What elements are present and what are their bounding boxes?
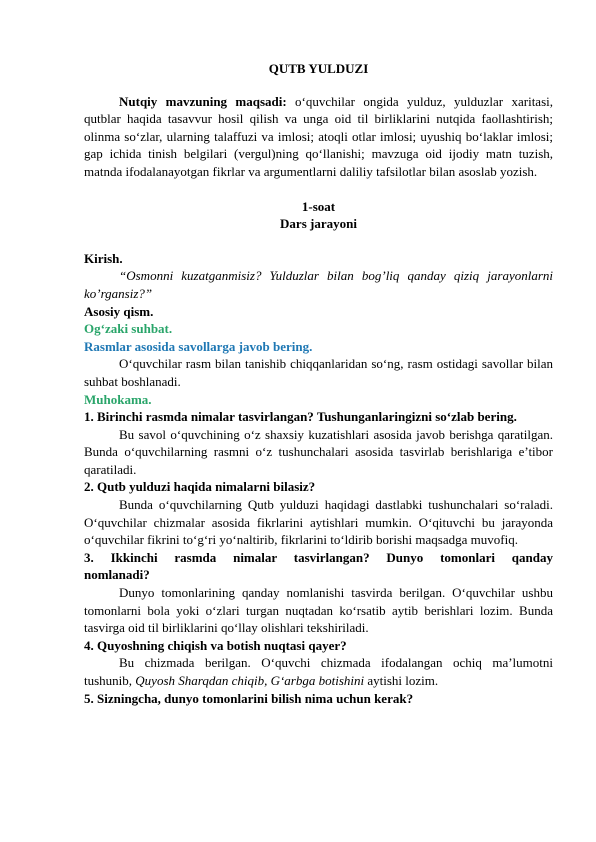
process-heading: Dars jarayoni bbox=[280, 216, 357, 232]
question-1: 1. Birinchi rasmda nimalar tasvirlangan? Tushunganlaringizni so‘zlab bering. bbox=[84, 409, 517, 425]
session-heading: 1-soat bbox=[301, 198, 336, 214]
intro-label: Kirish. bbox=[84, 250, 123, 266]
pictures-text: O‘quvchilar rasm bilan tanishib chiqqanlaridan so‘ng, rasm ostidagi savollar bilan suhbat boshlanadi. bbox=[84, 356, 553, 389]
oral-conversation-label: Og‘zaki suhbat. bbox=[84, 321, 173, 337]
intro-quote: “Osmonni kuzatganmisiz? Yulduzlar bilan bog’liq qanday qiziq jarayonlarni ko’rgansiz?” bbox=[84, 268, 553, 301]
document-title: QUTB YULDUZI bbox=[268, 61, 369, 76]
answer-3: Dunyo tomonlarining qanday nomlanishi tasvirda berilgan. O‘quvchilar ushbu tomonlarni bola yoki o‘zlari turgan nuqtadan ko‘rsatib aytib berishlari lozim. Bunda tasvirga oid til birliklarini qo‘llay olishlari tekshiriladi. bbox=[84, 585, 553, 636]
answer-4-end: aytishi lozim. bbox=[364, 673, 439, 688]
spacer bbox=[84, 233, 553, 250]
question-2: 2. Qutb yulduzi haqida nimalarni bilasiz? bbox=[84, 479, 316, 495]
document-page bbox=[84, 60, 553, 707]
goal-paragraph bbox=[84, 93, 553, 181]
discussion-label: Muhokama. bbox=[84, 391, 152, 407]
main-part-label: Asosiy qism. bbox=[84, 303, 154, 319]
answer-1: Bu savol o‘quvchining o‘z shaxsiy kuzatishlari asosida javob berishga qaratilgan. Bunda o‘quvchilarning rasmni o‘z tushunchalari asosida tasvirlab berishlariga e’tibor qaratiladi. bbox=[84, 426, 553, 477]
question-4: 4. Quyoshning chiqish va botish nuqtasi qayer? bbox=[84, 637, 347, 653]
answer-4 bbox=[84, 654, 553, 689]
question-3-line-2: nomlanadi? bbox=[84, 567, 150, 583]
goal-label: Nutqiy mavzuning maqsadi: bbox=[119, 93, 287, 109]
pictures-instruction: Rasmlar asosida savollarga javob bering. bbox=[84, 338, 313, 354]
question-5: 5. Sizningcha, dunyo tomonlarini bilish nima uchun kerak? bbox=[84, 690, 414, 706]
goal-text: o‘quvchilar ongida yulduz, yulduzlar xaritasi, qutblar haqida tasavvur hosil qilish va unga oid til birliklarini nutqida faollashtirish; olinma so‘zlar, ularning talaffuzi va imlosi; atoqli otlar imlosi; uyushiq bo‘laklar imlosi; gap ichida tinish belgilari (vergul)ning qo‘llanishi; mavzuga oid ijodiy matn tuzish, matnda ifodalanayotgan fikrlar va argumentlarni daliliy tafsilotlar bilan asoslab yozish. bbox=[84, 93, 553, 179]
answer-4-text: Bu chizmada berilgan. O‘quvchi chizmada ifodalangan ochiq ma’lumotni tushunib, bbox=[84, 655, 553, 688]
question-3-line-1: 3. Ikkinchi rasmda nimalar tasvirlangan? Dunyo tomonlari qanday bbox=[84, 549, 553, 565]
answer-2: Bunda o‘quvchilarning Qutb yulduzi haqidagi dastlabki tushunchalari so‘raladi. O‘quvchilar chizmalar asosida fikrlarini aytishlari mumkin. O‘qituvchi bu jarayonda o‘quvchilar fikrini to‘g‘ri yo‘naltirib, fikrlarini to‘ldirib borishi maqsadga muvofiq. bbox=[84, 497, 553, 548]
answer-4-italic: Quyosh Sharqdan chiqib, G‘arbga botishini bbox=[135, 673, 365, 688]
spacer bbox=[84, 181, 553, 198]
